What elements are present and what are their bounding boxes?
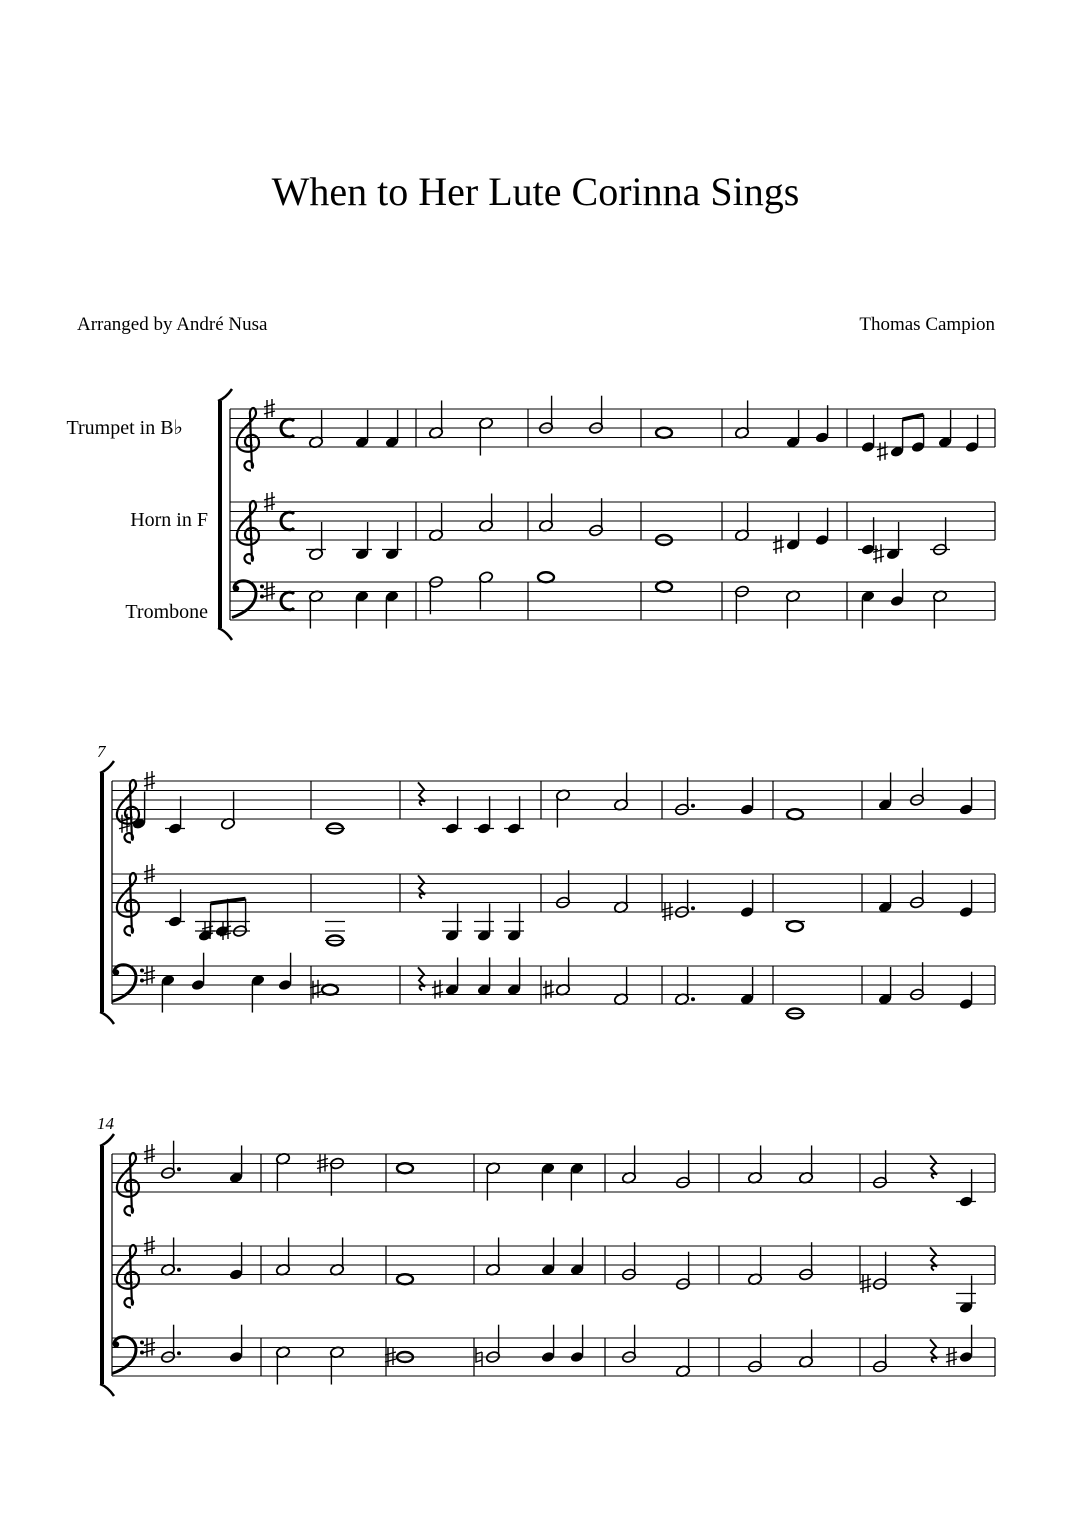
note	[543, 957, 571, 998]
bracket-hook-top	[100, 761, 114, 773]
note	[504, 796, 524, 835]
treble-clef-icon	[117, 1245, 139, 1307]
dot	[691, 997, 695, 1001]
note	[734, 503, 749, 542]
composer-credit: Thomas Campion	[859, 314, 995, 335]
measure-number-system-2: 7	[97, 742, 106, 761]
note	[329, 1346, 344, 1385]
sharp-accidental-icon	[873, 544, 884, 563]
dot	[691, 804, 695, 808]
note	[555, 870, 570, 909]
instrument-label-trumpet: Trumpet in B♭	[66, 417, 183, 439]
note	[613, 875, 628, 914]
note	[275, 1346, 290, 1385]
note	[815, 508, 830, 547]
w-notehead	[656, 582, 672, 592]
note	[815, 405, 830, 444]
note	[909, 870, 924, 909]
note	[474, 903, 494, 942]
note	[191, 953, 206, 992]
rest	[930, 1155, 937, 1178]
note	[959, 880, 974, 919]
note	[588, 498, 603, 537]
note	[890, 569, 905, 608]
note	[428, 503, 443, 542]
note	[325, 922, 345, 946]
note	[656, 582, 672, 592]
note	[541, 1237, 556, 1276]
note	[385, 590, 400, 629]
dot	[177, 1167, 181, 1171]
note	[785, 1009, 805, 1019]
note	[504, 903, 524, 942]
note	[785, 921, 805, 931]
treble-clef-icon	[117, 780, 139, 842]
note	[734, 585, 749, 624]
note	[485, 1237, 500, 1276]
measure-number-system-3: 14	[97, 1114, 114, 1133]
note	[476, 1325, 501, 1366]
note	[861, 415, 876, 454]
w-notehead	[787, 921, 803, 931]
note	[786, 410, 801, 449]
note	[308, 410, 323, 449]
note	[873, 522, 903, 563]
note	[932, 590, 947, 629]
note	[740, 777, 755, 816]
rest	[418, 875, 425, 898]
sharp-accidental-icon	[543, 980, 554, 999]
sharp-accidental-icon	[310, 980, 321, 999]
note	[507, 957, 522, 996]
note	[798, 1242, 813, 1281]
instrument-label-trombone: Trombone	[125, 601, 208, 623]
rest	[418, 782, 425, 805]
note	[909, 962, 924, 1001]
rest	[930, 1247, 937, 1270]
note	[956, 1275, 976, 1314]
note	[229, 1145, 244, 1184]
note	[872, 1334, 887, 1373]
system-bracket	[100, 1146, 104, 1384]
note	[160, 1325, 181, 1364]
note	[878, 875, 893, 914]
note	[570, 1162, 585, 1201]
note	[785, 590, 800, 629]
system-bracket	[100, 773, 104, 1012]
note	[570, 1237, 585, 1276]
note	[959, 972, 974, 1011]
note	[310, 980, 338, 999]
bass-clef-icon	[112, 1337, 144, 1374]
note	[872, 1150, 887, 1189]
note	[478, 417, 493, 456]
sharp-accidental-icon	[877, 442, 888, 461]
note	[938, 410, 953, 449]
note	[621, 1325, 636, 1364]
note	[538, 396, 553, 435]
w-notehead	[397, 1163, 413, 1173]
note	[930, 517, 950, 556]
note	[385, 410, 400, 449]
note	[798, 1145, 813, 1184]
w-notehead	[538, 572, 554, 582]
quarter-rest-icon	[930, 1339, 937, 1362]
note	[251, 974, 266, 1013]
bracket-hook-top	[100, 1134, 114, 1146]
note	[229, 1325, 244, 1364]
bass-clef-icon	[112, 965, 144, 1002]
treble-clef-icon	[237, 501, 259, 563]
note	[432, 957, 459, 998]
note	[675, 1252, 690, 1291]
note	[747, 1145, 762, 1184]
note	[478, 571, 493, 610]
note	[220, 791, 235, 830]
note	[662, 880, 695, 921]
bracket-hook-top	[218, 389, 232, 401]
note	[588, 396, 603, 435]
note	[428, 400, 443, 439]
note	[308, 590, 323, 629]
arranger-credit: Arranged by André Nusa	[77, 314, 268, 335]
note	[878, 772, 893, 811]
bracket-hook-bottom	[100, 1384, 114, 1396]
note	[325, 824, 345, 834]
note	[538, 493, 553, 532]
w-notehead	[322, 985, 338, 995]
note	[397, 1163, 413, 1173]
sharp-accidental-icon	[432, 980, 443, 999]
note	[675, 1339, 690, 1378]
note	[621, 1242, 636, 1281]
note	[474, 796, 494, 835]
w-notehead	[787, 809, 803, 819]
w-notehead	[397, 1274, 413, 1284]
instrument-label-horn: Horn in F	[130, 509, 208, 531]
note	[161, 974, 176, 1013]
note	[442, 796, 462, 835]
note	[478, 493, 493, 532]
note	[747, 1334, 762, 1373]
note	[397, 1274, 413, 1284]
note	[306, 522, 326, 561]
note	[428, 575, 443, 614]
treble-clef-icon	[117, 873, 139, 935]
sharp-accidental-icon	[773, 535, 784, 554]
note	[275, 1237, 290, 1276]
note	[798, 1329, 813, 1368]
dot	[177, 1268, 181, 1272]
note	[621, 1145, 636, 1184]
note	[858, 517, 878, 556]
quarter-rest-icon	[418, 875, 425, 898]
note	[570, 1325, 585, 1364]
bass-clef-icon	[232, 581, 264, 618]
note	[382, 522, 402, 561]
note	[656, 428, 672, 438]
note	[613, 772, 628, 811]
note	[355, 410, 370, 449]
rest	[930, 1339, 937, 1362]
quarter-rest-icon	[930, 1155, 937, 1178]
bracket-hook-bottom	[100, 1012, 114, 1024]
note	[911, 415, 926, 454]
note	[352, 522, 372, 561]
note	[909, 768, 924, 807]
note	[165, 889, 185, 928]
quarter-rest-icon	[930, 1247, 937, 1270]
note	[861, 590, 876, 629]
note	[541, 1162, 556, 1201]
note	[740, 967, 755, 1006]
note	[860, 1252, 888, 1293]
note	[946, 1325, 973, 1366]
note	[613, 967, 628, 1006]
note	[477, 957, 492, 996]
note	[878, 967, 893, 1006]
note	[959, 777, 974, 816]
note	[555, 789, 570, 828]
rest	[418, 967, 425, 990]
note	[329, 1237, 344, 1276]
dot	[177, 1351, 181, 1355]
score-title: When to Her Lute Corinna Sings	[271, 169, 800, 214]
note	[355, 590, 370, 629]
note	[442, 903, 462, 942]
note	[160, 1237, 181, 1276]
w-notehead	[656, 428, 672, 438]
quarter-rest-icon	[418, 782, 425, 805]
note	[747, 1247, 762, 1286]
treble-clef-icon	[117, 1153, 139, 1215]
note	[740, 880, 755, 919]
note	[956, 1169, 976, 1208]
note	[965, 415, 980, 454]
note	[773, 512, 800, 553]
note	[541, 1325, 556, 1364]
note	[538, 572, 554, 582]
note	[317, 1154, 345, 1196]
note	[675, 1150, 690, 1189]
treble-clef-icon	[237, 408, 259, 470]
system-bracket	[218, 401, 222, 628]
note	[674, 967, 695, 1006]
note	[278, 953, 293, 992]
note	[160, 1141, 181, 1180]
dot	[691, 906, 695, 910]
note	[877, 419, 904, 460]
quarter-rest-icon	[418, 967, 425, 990]
note	[485, 1162, 500, 1201]
note	[229, 1242, 244, 1281]
note	[734, 400, 749, 439]
note	[787, 809, 803, 819]
bracket-hook-bottom	[218, 628, 232, 640]
note	[275, 1152, 290, 1191]
note	[165, 796, 185, 835]
note	[119, 791, 146, 832]
note	[674, 777, 695, 816]
